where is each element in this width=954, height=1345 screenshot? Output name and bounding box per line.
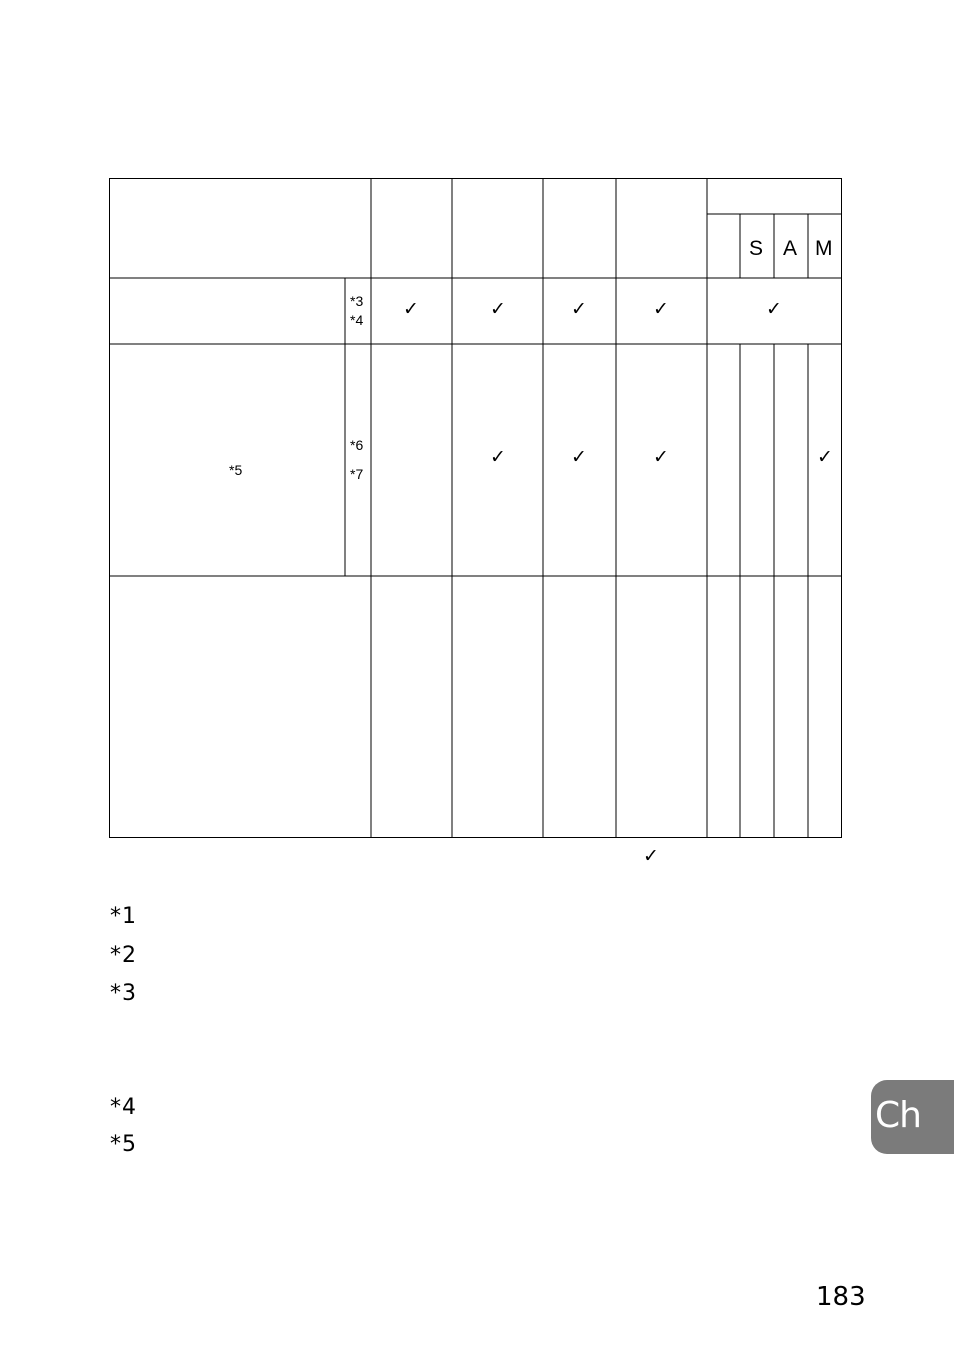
row2-check-col3: ✓ [571, 446, 587, 468]
chapter-tab [871, 1080, 954, 1154]
mode-m-header: M [815, 237, 833, 260]
footnote-1: *1 [110, 904, 137, 929]
footnote-2: *2 [110, 943, 137, 968]
legend-check-icon: ✓ [643, 845, 659, 867]
row1-check-col1: ✓ [403, 298, 419, 320]
row2-label-note-5: *5 [229, 462, 243, 478]
row2-note-6: *6 [350, 437, 364, 453]
chapter-tab-label: Ch [875, 1095, 921, 1136]
row2-check-col2: ✓ [490, 446, 506, 468]
row2-check-col4: ✓ [653, 446, 669, 468]
row1-check-col4: ✓ [653, 298, 669, 320]
row2-check-mode-m: ✓ [817, 446, 833, 468]
footnote-5: *5 [110, 1132, 137, 1157]
footnote-4: *4 [110, 1095, 137, 1120]
row1-note-4: *4 [350, 312, 364, 328]
row1-check-col3: ✓ [571, 298, 587, 320]
row1-check-col2: ✓ [490, 298, 506, 320]
mode-a-header: A [783, 237, 798, 260]
page-number: 183 [816, 1282, 866, 1312]
mode-s-header: S [749, 237, 764, 260]
row2-note-7: *7 [350, 466, 364, 482]
footnote-3: *3 [110, 981, 137, 1006]
row1-note-3: *3 [350, 293, 364, 309]
row1-check-modes: ✓ [766, 298, 782, 320]
